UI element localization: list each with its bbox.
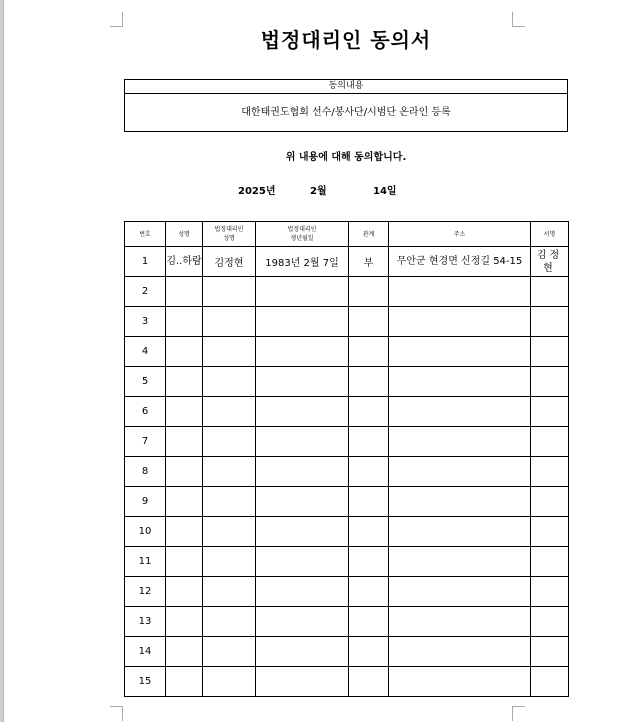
cell-address (389, 277, 531, 307)
table-row (125, 667, 569, 697)
cell-relation (349, 667, 389, 697)
cell-name (166, 547, 203, 577)
cell-address (389, 457, 531, 487)
cell-representative-name (203, 577, 256, 607)
table-row (125, 247, 569, 277)
cell-name (166, 277, 203, 307)
cell-name (166, 517, 203, 547)
cell-address (389, 307, 531, 337)
table-row (125, 577, 569, 607)
cell-representative-birth (256, 637, 349, 667)
cell-relation (349, 577, 389, 607)
cell-representative-name (203, 397, 256, 427)
cell-name (166, 307, 203, 337)
cell-signature (531, 367, 569, 397)
cell-signature (531, 637, 569, 667)
cell-signature (531, 517, 569, 547)
table-row (125, 307, 569, 337)
cell-representative-birth (256, 517, 349, 547)
cell-signature (531, 427, 569, 457)
cell-name (166, 487, 203, 517)
cell-number: 1 (125, 247, 166, 277)
cell-representative-birth (256, 427, 349, 457)
header-representative-line2: 성명 (223, 235, 235, 242)
cell-name (166, 667, 203, 697)
cell-representative-birth (256, 577, 349, 607)
cell-representative-name (203, 307, 256, 337)
cell-representative-name (203, 427, 256, 457)
cell-relation (349, 487, 389, 517)
cell-relation: 부 (349, 247, 389, 277)
table-header-row (125, 222, 569, 247)
cell-signature (531, 337, 569, 367)
agreement-statement: 위 내용에 대해 동의합니다. (285, 152, 407, 163)
cell-representative-birth (256, 607, 349, 637)
cell-representative-name (203, 337, 256, 367)
cell-address (389, 487, 531, 517)
cell-relation (349, 637, 389, 667)
cell-name (166, 427, 203, 457)
cell-number: 3 (125, 307, 166, 337)
table-row (125, 367, 569, 397)
cell-relation (349, 367, 389, 397)
cell-signature (531, 667, 569, 697)
cell-signature (531, 277, 569, 307)
cell-number: 14 (125, 637, 166, 667)
cell-representative-birth: 1983년 2월 7일 (256, 247, 349, 277)
cell-relation (349, 307, 389, 337)
cell-signature (531, 397, 569, 427)
cell-representative-birth (256, 367, 349, 397)
cell-representative-birth (256, 307, 349, 337)
cell-number: 5 (125, 367, 166, 397)
date-day: 14일 (373, 186, 397, 197)
cell-name (166, 637, 203, 667)
cell-number: 11 (125, 547, 166, 577)
cell-name: 김..하람 (166, 247, 203, 277)
cell-address (389, 397, 531, 427)
cell-representative-name (203, 487, 256, 517)
cell-representative-name (203, 667, 256, 697)
cell-name (166, 337, 203, 367)
cell-signature (531, 577, 569, 607)
cell-representative-name (203, 517, 256, 547)
header-representative (203, 222, 256, 247)
cell-name (166, 367, 203, 397)
table-row (125, 427, 569, 457)
header-name: 성명 (166, 222, 203, 247)
cell-representative-name (203, 367, 256, 397)
cell-relation (349, 277, 389, 307)
header-representative-line1: 법정대리인 (214, 226, 244, 233)
cell-address (389, 637, 531, 667)
table-row (125, 277, 569, 307)
cell-address (389, 337, 531, 367)
cell-address (389, 517, 531, 547)
cell-number: 2 (125, 277, 166, 307)
consent-header: 동의내용 (125, 80, 567, 94)
table-row (125, 637, 569, 667)
cell-number: 10 (125, 517, 166, 547)
cell-representative-name (203, 547, 256, 577)
cell-name (166, 397, 203, 427)
consent-box (124, 79, 568, 132)
corner-mark-top-left (110, 12, 123, 27)
cell-number: 12 (125, 577, 166, 607)
cell-representative-birth (256, 337, 349, 367)
cell-representative-name (203, 277, 256, 307)
cell-name (166, 607, 203, 637)
cell-address (389, 607, 531, 637)
header-number: 번호 (125, 222, 166, 247)
cell-address: 무안군 현경면 신정길 54-15 (389, 247, 531, 277)
page-edge (3, 0, 4, 722)
cell-representative-birth (256, 397, 349, 427)
table-row (125, 517, 569, 547)
signature-table (124, 221, 569, 697)
cell-representative-birth (256, 547, 349, 577)
header-relation: 관계 (349, 222, 389, 247)
cell-address (389, 427, 531, 457)
cell-name (166, 577, 203, 607)
header-birth-line2: 생년월일 (290, 235, 314, 242)
cell-signature: 김정현 (531, 247, 569, 277)
cell-representative-birth (256, 277, 349, 307)
cell-representative-name (203, 457, 256, 487)
cell-representative-name: 김정현 (203, 247, 256, 277)
cell-relation (349, 457, 389, 487)
cell-number: 7 (125, 427, 166, 457)
cell-representative-birth (256, 457, 349, 487)
cell-relation (349, 427, 389, 457)
cell-address (389, 547, 531, 577)
cell-relation (349, 517, 389, 547)
cell-number: 13 (125, 607, 166, 637)
header-birth (256, 222, 349, 247)
cell-address (389, 367, 531, 397)
consent-text: 대한태권도협회 선수/봉사단/시범단 온라인 등록 (241, 107, 451, 118)
table-row (125, 457, 569, 487)
cell-relation (349, 337, 389, 367)
cell-signature (531, 457, 569, 487)
cell-relation (349, 397, 389, 427)
document-title: 법정대리인 동의서 (260, 28, 432, 52)
cell-number: 6 (125, 397, 166, 427)
cell-name (166, 457, 203, 487)
cell-signature (531, 607, 569, 637)
table-row (125, 547, 569, 577)
table-row (125, 397, 569, 427)
cell-address (389, 577, 531, 607)
table-row (125, 607, 569, 637)
corner-mark-bottom-right (512, 706, 525, 721)
header-signature: 서명 (531, 222, 569, 247)
corner-mark-bottom-left (110, 706, 123, 721)
cell-relation (349, 547, 389, 577)
cell-representative-birth (256, 487, 349, 517)
date-month: 2월 (310, 186, 327, 197)
cell-signature (531, 487, 569, 517)
cell-relation (349, 607, 389, 637)
cell-number: 4 (125, 337, 166, 367)
table-row (125, 487, 569, 517)
cell-number: 8 (125, 457, 166, 487)
header-birth-line1: 법정대리인 (287, 226, 317, 233)
cell-representative-name (203, 637, 256, 667)
cell-representative-birth (256, 667, 349, 697)
cell-signature (531, 307, 569, 337)
cell-signature (531, 547, 569, 577)
table-row (125, 337, 569, 367)
header-address: 주소 (389, 222, 531, 247)
cell-number: 15 (125, 667, 166, 697)
cell-number: 9 (125, 487, 166, 517)
date-year: 2025년 (238, 186, 276, 197)
cell-address (389, 667, 531, 697)
cell-representative-name (203, 607, 256, 637)
